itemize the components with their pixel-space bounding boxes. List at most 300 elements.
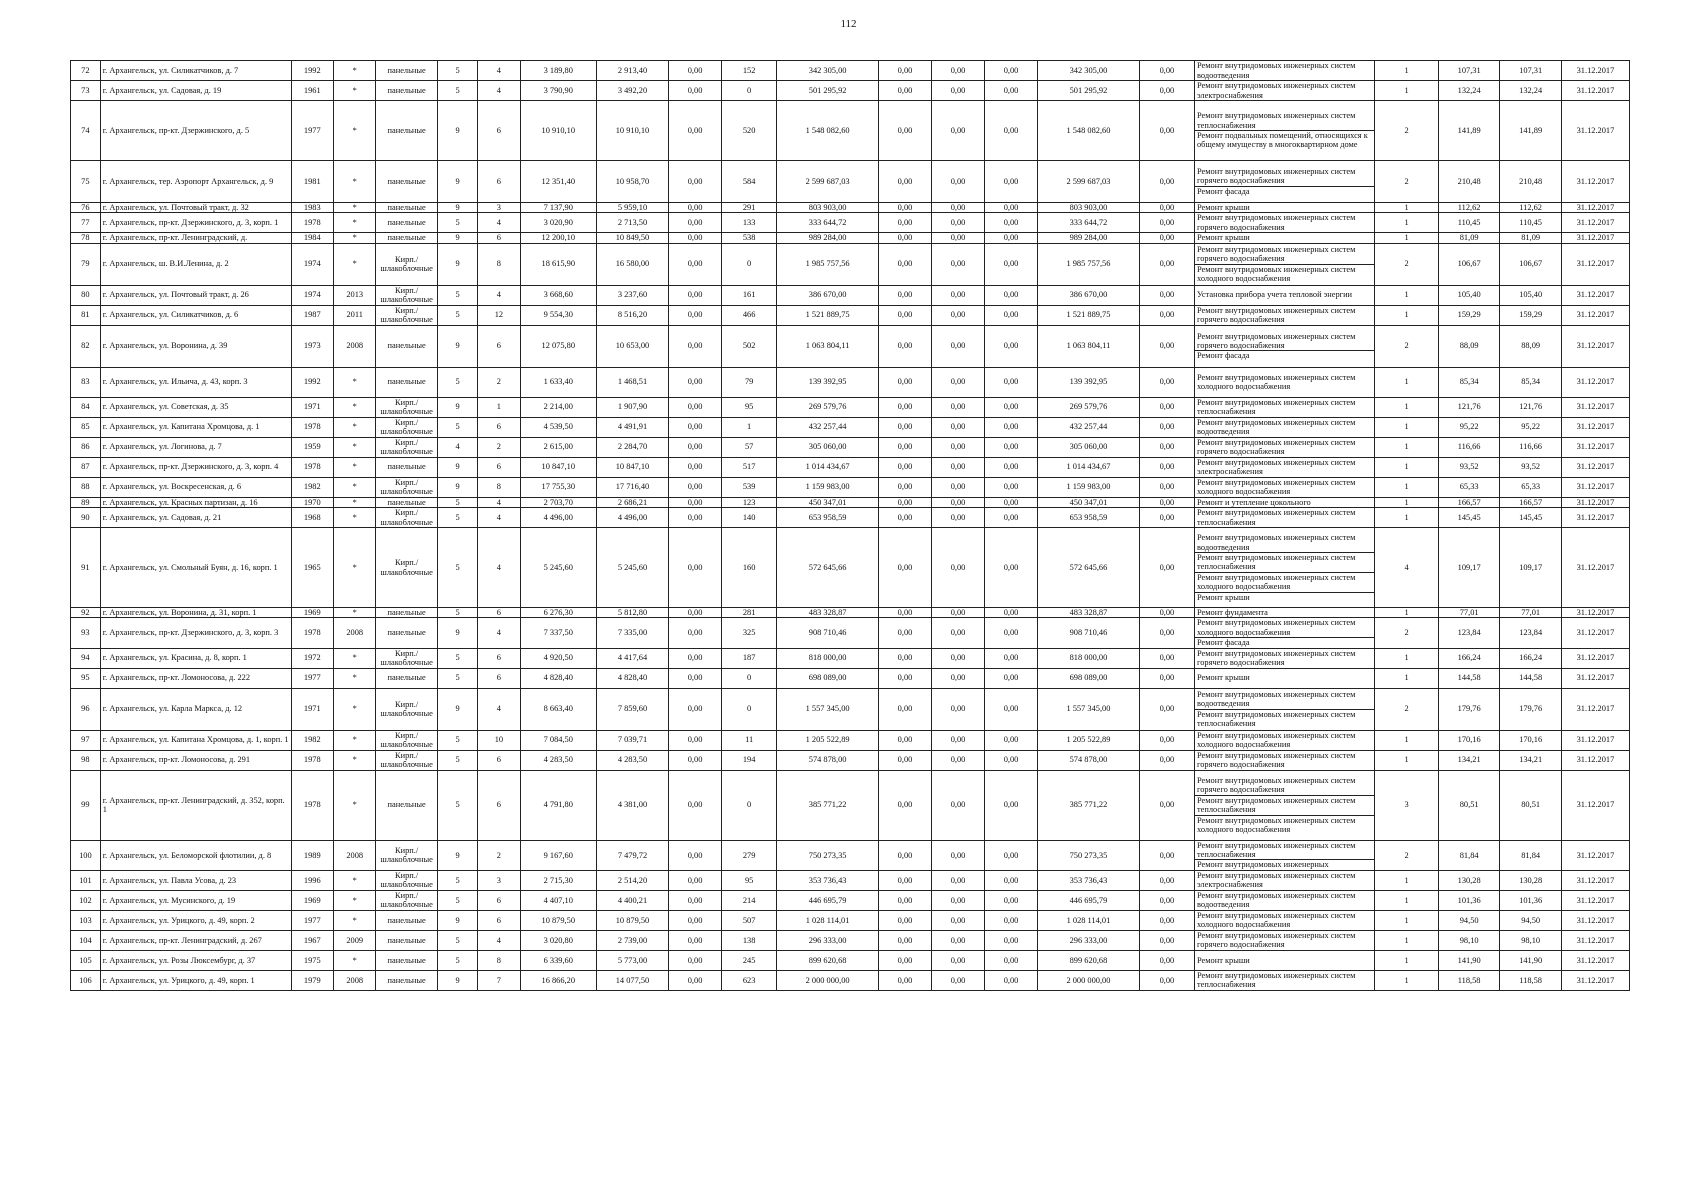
cell-no: 76: [71, 203, 101, 213]
cell-entrances: 6: [478, 890, 520, 910]
cell-residents: 152: [722, 61, 777, 81]
cell-unit-cost: 81,09: [1438, 233, 1500, 243]
cell-address: г. Архангельск, пр-кт. Ленинградский, д. 267: [100, 930, 291, 950]
cell-deadline: 31.12.2017: [1561, 477, 1629, 497]
table-row: [71, 437, 1630, 457]
cell-municipal-cost: 0,00: [985, 397, 1038, 417]
cell-residents: 194: [722, 750, 777, 770]
cell-wall-material: панельные: [376, 910, 438, 930]
cell-year-built: 1978: [291, 750, 333, 770]
cell-municipal-cost: 0,00: [985, 870, 1038, 890]
cell-floors: 9: [437, 243, 477, 285]
cell-year-built: 1968: [291, 508, 333, 528]
cell-max-unit-cost: 107,31: [1500, 61, 1562, 81]
cell-municipal-cost: 0,00: [985, 367, 1038, 397]
cell-max-unit-cost: 93,52: [1500, 457, 1562, 477]
cell-total-area: 4 496,00: [520, 508, 596, 528]
cell-total-cost: 305 060,00: [777, 437, 879, 457]
cell-fund-cost: 0,00: [879, 397, 932, 417]
cell-total-area: 7 084,50: [520, 730, 596, 750]
table-row: [71, 950, 1630, 970]
cell-wall-material: панельные: [376, 61, 438, 81]
cell-works-count: 1: [1375, 930, 1439, 950]
work-item: Ремонт фасада: [1196, 186, 1250, 196]
cell-year-reconstruction: *: [333, 397, 375, 417]
work-item: Ремонт внутридомовых инженерных систем холодного водоснабжения: [1195, 618, 1374, 638]
cell-non-living-area: 0,00: [669, 890, 722, 910]
cell-owners-cost: 1 205 522,89: [1038, 730, 1140, 750]
cell-residents: 214: [722, 890, 777, 910]
cell-address: г. Архангельск, ул. Павла Усова, д. 23: [100, 870, 291, 890]
cell-other-cost: 0,00: [1139, 608, 1194, 618]
cell-region-cost: 0,00: [932, 528, 985, 608]
cell-floors: 4: [437, 437, 477, 457]
table-row: [71, 457, 1630, 477]
cell-non-living-area: 0,00: [669, 608, 722, 618]
cell-living-area: 16 580,00: [596, 243, 668, 285]
cell-entrances: 10: [478, 730, 520, 750]
cell-no: 99: [71, 770, 101, 840]
cell-year-reconstruction: 2011: [333, 305, 375, 325]
cell-wall-material: панельные: [376, 668, 438, 688]
cell-works: [1194, 367, 1374, 397]
cell-works-count: 1: [1375, 477, 1439, 497]
cell-year-built: 1969: [291, 890, 333, 910]
table-row: [71, 243, 1630, 285]
cell-wall-material: Кирп./ шлакоблочные: [376, 750, 438, 770]
cell-non-living-area: 0,00: [669, 930, 722, 950]
cell-deadline: 31.12.2017: [1561, 213, 1629, 233]
cell-fund-cost: 0,00: [879, 305, 932, 325]
cell-entrances: 6: [478, 233, 520, 243]
cell-wall-material: панельные: [376, 161, 438, 203]
cell-max-unit-cost: 141,90: [1500, 950, 1562, 970]
cell-entrances: 6: [478, 325, 520, 367]
table-row: [71, 608, 1630, 618]
cell-total-cost: 1 548 082,60: [777, 101, 879, 161]
cell-fund-cost: 0,00: [879, 437, 932, 457]
cell-residents: 538: [722, 233, 777, 243]
cell-residents: 1: [722, 417, 777, 437]
cell-year-built: 1973: [291, 325, 333, 367]
cell-living-area: 4 381,00: [596, 770, 668, 840]
cell-owners-cost: 342 305,00: [1038, 61, 1140, 81]
cell-unit-cost: 118,58: [1438, 970, 1500, 990]
cell-total-cost: 446 695,79: [777, 890, 879, 910]
cell-other-cost: 0,00: [1139, 397, 1194, 417]
cell-residents: 623: [722, 970, 777, 990]
cell-total-area: 3 020,90: [520, 213, 596, 233]
cell-non-living-area: 0,00: [669, 161, 722, 203]
cell-year-reconstruction: *: [333, 648, 375, 668]
cell-residents: 0: [722, 688, 777, 730]
cell-municipal-cost: 0,00: [985, 61, 1038, 81]
table-row: [71, 285, 1630, 305]
cell-max-unit-cost: 123,84: [1500, 618, 1562, 648]
cell-unit-cost: 123,84: [1438, 618, 1500, 648]
cell-fund-cost: 0,00: [879, 367, 932, 397]
cell-year-built: 1959: [291, 437, 333, 457]
cell-entrances: 6: [478, 101, 520, 161]
cell-no: 72: [71, 61, 101, 81]
cell-year-reconstruction: *: [333, 870, 375, 890]
work-item: Ремонт подвальных помещений, относящихся к общему имуществу в многоквартирном доме: [1196, 131, 1368, 150]
table-row: [71, 970, 1630, 990]
cell-living-area: 2 284,70: [596, 437, 668, 457]
work-item: Ремонт внутридомовых инженерных систем водоотведения: [1195, 533, 1374, 553]
cell-owners-cost: 1 014 434,67: [1038, 457, 1140, 477]
cell-no: 95: [71, 668, 101, 688]
cell-living-area: 4 828,40: [596, 668, 668, 688]
table-row: [71, 101, 1630, 161]
cell-no: 100: [71, 840, 101, 870]
cell-wall-material: Кирп./ шлакоблочные: [376, 870, 438, 890]
table-row: [71, 81, 1630, 101]
cell-year-built: 1971: [291, 688, 333, 730]
cell-year-built: 1981: [291, 161, 333, 203]
cell-no: 77: [71, 213, 101, 233]
cell-unit-cost: 106,67: [1438, 243, 1500, 285]
cell-floors: 9: [437, 618, 477, 648]
cell-max-unit-cost: 81,09: [1500, 233, 1562, 243]
cell-owners-cost: 1 159 983,00: [1038, 477, 1140, 497]
cell-wall-material: панельные: [376, 608, 438, 618]
cell-unit-cost: 210,48: [1438, 161, 1500, 203]
cell-living-area: 2 713,50: [596, 213, 668, 233]
table-row: [71, 325, 1630, 367]
cell-non-living-area: 0,00: [669, 213, 722, 233]
cell-total-area: 17 755,30: [520, 477, 596, 497]
cell-works: [1194, 730, 1374, 750]
cell-no: 96: [71, 688, 101, 730]
cell-entrances: 8: [478, 950, 520, 970]
cell-living-area: 5 959,10: [596, 203, 668, 213]
cell-works-count: 1: [1375, 397, 1439, 417]
cell-floors: 5: [437, 750, 477, 770]
table-row: [71, 477, 1630, 497]
table-row: [71, 890, 1630, 910]
work-item: Ремонт внутридомовых инженерных систем электроснабжения: [1196, 870, 1356, 890]
cell-residents: 539: [722, 477, 777, 497]
cell-region-cost: 0,00: [932, 243, 985, 285]
cell-works-count: 1: [1375, 367, 1439, 397]
cell-floors: 5: [437, 367, 477, 397]
cell-municipal-cost: 0,00: [985, 305, 1038, 325]
cell-no: 84: [71, 397, 101, 417]
cell-year-built: 1971: [291, 397, 333, 417]
table-row: [71, 417, 1630, 437]
cell-works: [1194, 688, 1374, 730]
cell-year-reconstruction: *: [333, 161, 375, 203]
cell-total-area: 9 554,30: [520, 305, 596, 325]
cell-total-area: 4 920,50: [520, 648, 596, 668]
cell-living-area: 2 686,21: [596, 497, 668, 507]
cell-region-cost: 0,00: [932, 81, 985, 101]
cell-unit-cost: 144,58: [1438, 668, 1500, 688]
cell-municipal-cost: 0,00: [985, 213, 1038, 233]
cell-works: [1194, 890, 1374, 910]
cell-non-living-area: 0,00: [669, 648, 722, 668]
cell-entrances: 4: [478, 285, 520, 305]
cell-fund-cost: 0,00: [879, 161, 932, 203]
cell-wall-material: Кирп./ шлакоблочные: [376, 508, 438, 528]
cell-region-cost: 0,00: [932, 457, 985, 477]
cell-year-built: 1978: [291, 417, 333, 437]
cell-year-reconstruction: *: [333, 203, 375, 213]
cell-address: г. Архангельск, пр-кт. Дзержинского, д. 3, корп. 4: [100, 457, 291, 477]
cell-unit-cost: 116,66: [1438, 437, 1500, 457]
cell-non-living-area: 0,00: [669, 325, 722, 367]
cell-living-area: 7 479,72: [596, 840, 668, 870]
cell-non-living-area: 0,00: [669, 528, 722, 608]
cell-non-living-area: 0,00: [669, 910, 722, 930]
cell-living-area: 4 496,00: [596, 508, 668, 528]
cell-municipal-cost: 0,00: [985, 890, 1038, 910]
cell-total-cost: 342 305,00: [777, 61, 879, 81]
cell-non-living-area: 0,00: [669, 397, 722, 417]
cell-floors: 5: [437, 608, 477, 618]
table-row: [71, 688, 1630, 730]
cell-other-cost: 0,00: [1139, 457, 1194, 477]
cell-floors: 5: [437, 950, 477, 970]
cell-deadline: 31.12.2017: [1561, 688, 1629, 730]
cell-total-area: 12 200,10: [520, 233, 596, 243]
cell-total-area: 5 245,60: [520, 528, 596, 608]
cell-region-cost: 0,00: [932, 890, 985, 910]
cell-works-count: 1: [1375, 970, 1439, 990]
work-item: Ремонт внутридомовых инженерных систем холодного водоснабжения: [1195, 573, 1374, 593]
cell-other-cost: 0,00: [1139, 233, 1194, 243]
cell-wall-material: панельные: [376, 930, 438, 950]
cell-works-count: 1: [1375, 305, 1439, 325]
cell-total-area: 4 407,10: [520, 890, 596, 910]
table-row: [71, 750, 1630, 770]
cell-max-unit-cost: 210,48: [1500, 161, 1562, 203]
cell-year-reconstruction: *: [333, 233, 375, 243]
cell-non-living-area: 0,00: [669, 305, 722, 325]
cell-deadline: 31.12.2017: [1561, 648, 1629, 668]
cell-fund-cost: 0,00: [879, 325, 932, 367]
cell-living-area: 1 468,51: [596, 367, 668, 397]
cell-address: г. Архангельск, ул. Беломорской флотилии, д. 8: [100, 840, 291, 870]
cell-max-unit-cost: 98,10: [1500, 930, 1562, 950]
cell-works-count: 2: [1375, 101, 1439, 161]
cell-works-count: 1: [1375, 910, 1439, 930]
cell-residents: 123: [722, 497, 777, 507]
cell-max-unit-cost: 170,16: [1500, 730, 1562, 750]
cell-entrances: 3: [478, 203, 520, 213]
cell-year-built: 1982: [291, 477, 333, 497]
cell-total-area: 2 214,00: [520, 397, 596, 417]
cell-region-cost: 0,00: [932, 203, 985, 213]
cell-total-area: 4 539,50: [520, 417, 596, 437]
cell-works: [1194, 397, 1374, 417]
cell-deadline: 31.12.2017: [1561, 285, 1629, 305]
cell-fund-cost: 0,00: [879, 285, 932, 305]
cell-non-living-area: 0,00: [669, 81, 722, 101]
cell-works-count: 1: [1375, 950, 1439, 970]
cell-total-cost: 139 392,95: [777, 367, 879, 397]
cell-owners-cost: 572 645,66: [1038, 528, 1140, 608]
cell-other-cost: 0,00: [1139, 81, 1194, 101]
cell-residents: 520: [722, 101, 777, 161]
cell-works: [1194, 528, 1374, 608]
cell-floors: 9: [437, 397, 477, 417]
cell-year-reconstruction: *: [333, 101, 375, 161]
table-row: [71, 840, 1630, 870]
cell-living-area: 17 716,40: [596, 477, 668, 497]
cell-owners-cost: 1 985 757,56: [1038, 243, 1140, 285]
work-item: Ремонт и утепление цокольного: [1196, 497, 1311, 507]
work-item: Ремонт внутридомовых инженерных систем теплоснабжения: [1195, 111, 1374, 131]
cell-other-cost: 0,00: [1139, 325, 1194, 367]
cell-year-built: 1992: [291, 367, 333, 397]
cell-region-cost: 0,00: [932, 397, 985, 417]
cell-non-living-area: 0,00: [669, 285, 722, 305]
cell-fund-cost: 0,00: [879, 648, 932, 668]
cell-address: г. Архангельск, ул. Урицкого, д. 49, корп. 2: [100, 910, 291, 930]
cell-works-count: 1: [1375, 648, 1439, 668]
cell-total-area: 18 615,90: [520, 243, 596, 285]
cell-year-reconstruction: *: [333, 213, 375, 233]
cell-other-cost: 0,00: [1139, 870, 1194, 890]
cell-deadline: 31.12.2017: [1561, 770, 1629, 840]
cell-total-cost: 1 205 522,89: [777, 730, 879, 750]
cell-region-cost: 0,00: [932, 870, 985, 890]
cell-total-cost: 698 089,00: [777, 668, 879, 688]
cell-wall-material: Кирп./ шлакоблочные: [376, 397, 438, 417]
cell-other-cost: 0,00: [1139, 161, 1194, 203]
cell-address: г. Архангельск, ул. Воронина, д. 31, корп. 1: [100, 608, 291, 618]
cell-fund-cost: 0,00: [879, 950, 932, 970]
cell-non-living-area: 0,00: [669, 417, 722, 437]
cell-wall-material: панельные: [376, 233, 438, 243]
cell-owners-cost: 2 000 000,00: [1038, 970, 1140, 990]
cell-owners-cost: 1 063 804,11: [1038, 325, 1140, 367]
cell-fund-cost: 0,00: [879, 233, 932, 243]
cell-owners-cost: 432 257,44: [1038, 417, 1140, 437]
work-item: Ремонт внутридомовых инженерных систем горячего водоснабжения: [1195, 245, 1374, 265]
cell-owners-cost: 1 028 114,01: [1038, 910, 1140, 930]
repair-register-table: [70, 60, 1630, 991]
cell-deadline: 31.12.2017: [1561, 161, 1629, 203]
cell-works: [1194, 325, 1374, 367]
cell-unit-cost: 65,33: [1438, 477, 1500, 497]
cell-address: г. Архангельск, ул. Силикатчиков, д. 7: [100, 61, 291, 81]
cell-entrances: 6: [478, 417, 520, 437]
cell-works: [1194, 477, 1374, 497]
cell-wall-material: панельные: [376, 618, 438, 648]
cell-municipal-cost: 0,00: [985, 688, 1038, 730]
cell-total-cost: 269 579,76: [777, 397, 879, 417]
cell-no: 86: [71, 437, 101, 457]
cell-fund-cost: 0,00: [879, 497, 932, 507]
cell-wall-material: Кирп./ шлакоблочные: [376, 648, 438, 668]
work-item: Ремонт внутридомовых инженерных систем горячего водоснабжения: [1196, 930, 1356, 950]
cell-no: 90: [71, 508, 101, 528]
cell-address: г. Архангельск, ул. Логинова, д. 7: [100, 437, 291, 457]
cell-wall-material: панельные: [376, 970, 438, 990]
cell-region-cost: 0,00: [932, 325, 985, 367]
cell-total-cost: 908 710,46: [777, 618, 879, 648]
cell-address: г. Архангельск, пр-кт. Ленинградский, д. 352, корп. 1: [100, 770, 291, 840]
cell-deadline: 31.12.2017: [1561, 930, 1629, 950]
cell-wall-material: панельные: [376, 367, 438, 397]
cell-works: [1194, 243, 1374, 285]
cell-max-unit-cost: 110,45: [1500, 213, 1562, 233]
work-item: Ремонт крыши: [1196, 592, 1250, 602]
cell-region-cost: 0,00: [932, 608, 985, 618]
cell-max-unit-cost: 141,89: [1500, 101, 1562, 161]
cell-max-unit-cost: 145,45: [1500, 508, 1562, 528]
cell-works-count: 2: [1375, 688, 1439, 730]
cell-fund-cost: 0,00: [879, 930, 932, 950]
cell-total-cost: 353 736,43: [777, 870, 879, 890]
cell-total-area: 2 703,70: [520, 497, 596, 507]
cell-municipal-cost: 0,00: [985, 81, 1038, 101]
table-row: [71, 203, 1630, 213]
cell-address: г. Архангельск, пр-кт. Дзержинского, д. 3, корп. 3: [100, 618, 291, 648]
cell-non-living-area: 0,00: [669, 870, 722, 890]
cell-no: 78: [71, 233, 101, 243]
cell-unit-cost: 98,10: [1438, 930, 1500, 950]
cell-works-count: 1: [1375, 81, 1439, 101]
cell-max-unit-cost: 159,29: [1500, 305, 1562, 325]
cell-residents: 517: [722, 457, 777, 477]
cell-deadline: 31.12.2017: [1561, 608, 1629, 618]
cell-unit-cost: 88,09: [1438, 325, 1500, 367]
cell-no: 94: [71, 648, 101, 668]
cell-other-cost: 0,00: [1139, 305, 1194, 325]
cell-unit-cost: 166,57: [1438, 497, 1500, 507]
cell-no: 82: [71, 325, 101, 367]
cell-owners-cost: 803 903,00: [1038, 203, 1140, 213]
cell-address: г. Архангельск, ул. Мусинского, д. 19: [100, 890, 291, 910]
cell-unit-cost: 141,89: [1438, 101, 1500, 161]
cell-deadline: 31.12.2017: [1561, 497, 1629, 507]
cell-living-area: 10 910,10: [596, 101, 668, 161]
cell-municipal-cost: 0,00: [985, 608, 1038, 618]
cell-works-count: 1: [1375, 668, 1439, 688]
cell-total-cost: 1 063 804,11: [777, 325, 879, 367]
cell-residents: 584: [722, 161, 777, 203]
cell-other-cost: 0,00: [1139, 437, 1194, 457]
cell-works-count: 2: [1375, 325, 1439, 367]
cell-region-cost: 0,00: [932, 161, 985, 203]
cell-owners-cost: 501 295,92: [1038, 81, 1140, 101]
cell-fund-cost: 0,00: [879, 870, 932, 890]
cell-residents: 11: [722, 730, 777, 750]
cell-floors: 5: [437, 870, 477, 890]
cell-year-reconstruction: *: [333, 528, 375, 608]
work-item: Ремонт внутридомовых инженерных систем горячего водоснабжения: [1195, 332, 1374, 352]
work-item: Ремонт внутридомовых инженерных систем холодного водоснабжения: [1196, 730, 1356, 750]
cell-deadline: 31.12.2017: [1561, 325, 1629, 367]
work-item: Ремонт внутридомовых инженерных систем холодного водоснабжения: [1196, 815, 1356, 834]
cell-works-count: 1: [1375, 417, 1439, 437]
cell-municipal-cost: 0,00: [985, 750, 1038, 770]
cell-living-area: 1 907,90: [596, 397, 668, 417]
cell-year-built: 1978: [291, 770, 333, 840]
cell-works-count: 1: [1375, 890, 1439, 910]
cell-owners-cost: 446 695,79: [1038, 890, 1140, 910]
cell-municipal-cost: 0,00: [985, 668, 1038, 688]
cell-owners-cost: 989 284,00: [1038, 233, 1140, 243]
cell-works: [1194, 870, 1374, 890]
cell-municipal-cost: 0,00: [985, 243, 1038, 285]
cell-works: [1194, 930, 1374, 950]
cell-municipal-cost: 0,00: [985, 528, 1038, 608]
